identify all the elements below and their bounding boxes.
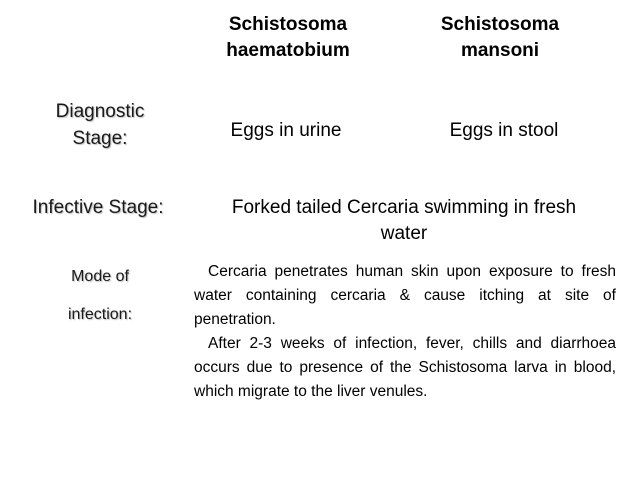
infective-value-line1: Forked tailed Cercaria swimming in fresh: [231, 197, 577, 218]
diagnostic-label-line1: Diagnostic: [55, 101, 145, 122]
infective-label-text: Infective Stage:: [32, 197, 164, 218]
diagnostic-mansoni-value: [404, 118, 604, 144]
header-haematobium-line1: Schistosoma: [228, 14, 348, 35]
eggs-in-urine-text: Eggs in urine: [230, 120, 342, 141]
header-haematobium: [198, 12, 378, 64]
infective-stage-value: [188, 195, 620, 247]
mode-label-line2: infection:: [67, 306, 133, 323]
header-mansoni-line2: mansoni: [460, 40, 540, 61]
header-mansoni-line1: Schistosoma: [440, 14, 560, 35]
header-mansoni: [410, 12, 590, 64]
infective-stage-label: [8, 195, 188, 221]
diagnostic-stage-label: [20, 98, 180, 152]
mode-of-infection-label: [40, 258, 160, 334]
mode-paragraph-2: After 2-3 weeks of infection, fever, chills and diarrhoea occurs due to presence of the Schistosoma larva in blood, which migrate to the liver venules.: [194, 335, 616, 400]
diagnostic-label-line2: Stage:: [72, 128, 128, 149]
mode-paragraph-1: Cercaria penetrates human skin upon exposure to fresh water containing cercaria & cause itching at site of penetration.: [194, 263, 616, 328]
infective-value-line2: water: [380, 223, 428, 244]
eggs-in-stool-text: Eggs in stool: [449, 120, 559, 141]
header-haematobium-line2: haematobium: [226, 40, 350, 61]
diagnostic-haematobium-value: [186, 118, 386, 144]
mode-of-infection-description: [194, 260, 616, 404]
mode-label-line1: Mode of: [71, 268, 129, 285]
